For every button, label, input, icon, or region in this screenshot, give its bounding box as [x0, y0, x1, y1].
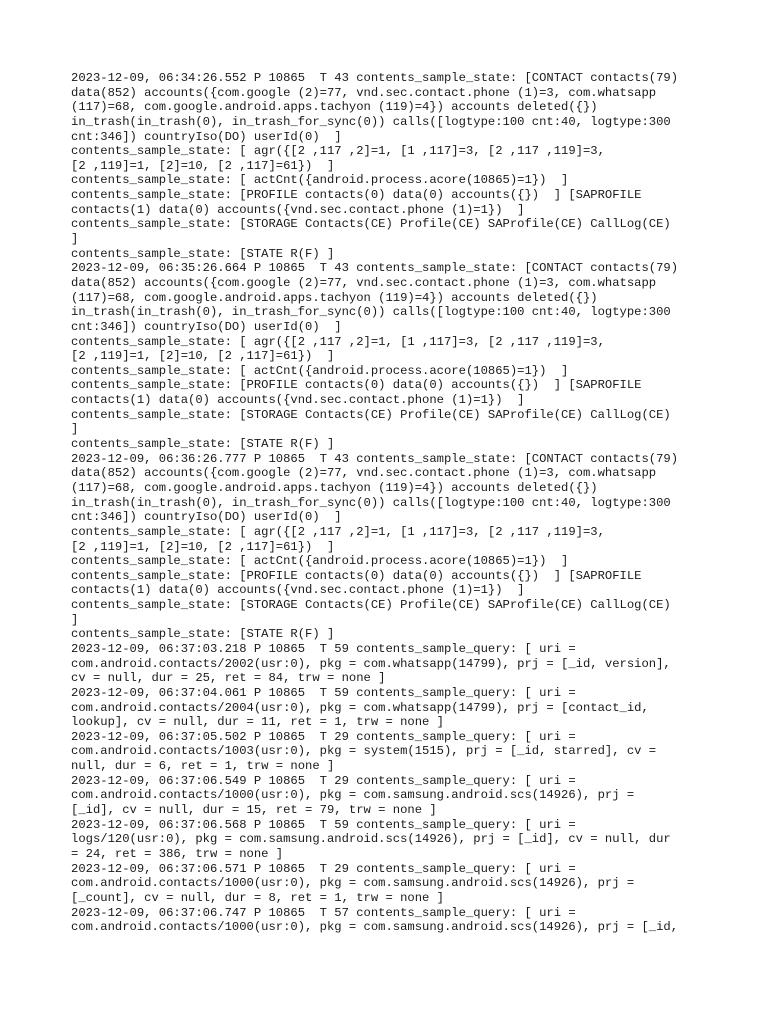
log-line: ] [71, 612, 79, 627]
log-line: (117)=68, com.google.android.apps.tachyon (119)=4}) accounts deleted({}) [71, 480, 598, 495]
log-line: contacts(1) data(0) accounts({vnd.sec.contact.phone (1)=1}) ] [71, 583, 525, 598]
log-line: ] [71, 422, 79, 437]
log-line: 2023-12-09, 06:37:04.061 P 10865 T 59 contents_sample_query: [ uri = [71, 685, 576, 700]
log-line: lookup], cv = null, dur = 11, ret = 1, trw = none ] [71, 715, 444, 730]
log-line: [2 ,119]=1, [2]=10, [2 ,117]=61}) ] [71, 539, 335, 554]
log-line: com.android.contacts/1000(usr:0), pkg = com.samsung.android.scs(14926), prj = [_id, [71, 920, 679, 935]
log-line: cnt:346]) countryIso(DO) userId(0) ] [71, 319, 342, 334]
log-line: [_id], cv = null, dur = 15, ret = 79, trw = none ] [71, 803, 437, 818]
log-line: data(852) accounts({com.google (2)=77, vnd.sec.contact.phone (1)=3, com.whatsapp [71, 275, 657, 290]
log-line: contents_sample_state: [STATE R(F) ] [71, 437, 335, 452]
log-line: contents_sample_state: [ agr({[2 ,117 ,2]=1, [1 ,117]=3, [2 ,117 ,119]=3, [71, 144, 605, 159]
log-line: [_count], cv = null, dur = 8, ret = 1, trw = none ] [71, 890, 444, 905]
log-line: 2023-12-09, 06:37:06.568 P 10865 T 59 contents_sample_query: [ uri = [71, 817, 576, 832]
log-line: (117)=68, com.google.android.apps.tachyon (119)=4}) accounts deleted({}) [71, 100, 598, 115]
log-line: contents_sample_state: [ agr({[2 ,117 ,2]=1, [1 ,117]=3, [2 ,117 ,119]=3, [71, 524, 605, 539]
log-line: contents_sample_state: [ actCnt({android.process.acore(10865)=1}) ] [71, 554, 569, 569]
log-line: com.android.contacts/1000(usr:0), pkg = com.samsung.android.scs(14926), prj = [71, 788, 635, 803]
log-line: 2023-12-09, 06:37:06.571 P 10865 T 29 contents_sample_query: [ uri = [71, 861, 576, 876]
log-line: contents_sample_state: [STORAGE Contacts(CE) Profile(CE) SAProfile(CE) CallLog(CE) [71, 407, 671, 422]
log-line: data(852) accounts({com.google (2)=77, vnd.sec.contact.phone (1)=3, com.whatsapp [71, 466, 657, 481]
log-line: contents_sample_state: [ actCnt({android.process.acore(10865)=1}) ] [71, 363, 569, 378]
log-line: contacts(1) data(0) accounts({vnd.sec.contact.phone (1)=1}) ] [71, 393, 525, 408]
log-line: com.android.contacts/2002(usr:0), pkg = com.whatsapp(14799), prj = [_id, version], [71, 656, 671, 671]
log-line: com.android.contacts/1000(usr:0), pkg = com.samsung.android.scs(14926), prj = [71, 876, 635, 891]
log-line: contents_sample_state: [STORAGE Contacts(CE) Profile(CE) SAProfile(CE) CallLog(CE) [71, 598, 671, 613]
log-line: null, dur = 6, ret = 1, trw = none ] [71, 759, 335, 774]
log-line: com.android.contacts/2004(usr:0), pkg = com.whatsapp(14799), prj = [contact_id, [71, 700, 649, 715]
log-line: 2023-12-09, 06:37:06.549 P 10865 T 29 contents_sample_query: [ uri = [71, 773, 576, 788]
log-line: logs/120(usr:0), pkg = com.samsung.android.scs(14926), prj = [_id], cv = null, dur [71, 832, 671, 847]
log-line: = 24, ret = 386, trw = none ] [71, 846, 284, 861]
log-line: ] [71, 232, 79, 247]
log-line: contents_sample_state: [STORAGE Contacts(CE) Profile(CE) SAProfile(CE) CallLog(CE) [71, 217, 671, 232]
log-line: contacts(1) data(0) accounts({vnd.sec.contact.phone (1)=1}) ] [71, 202, 525, 217]
log-line: contents_sample_state: [PROFILE contacts(0) data(0) accounts({}) ] [SAPROFILE [71, 378, 642, 393]
log-line: (117)=68, com.google.android.apps.tachyon (119)=4}) accounts deleted({}) [71, 290, 598, 305]
log-line: contents_sample_state: [PROFILE contacts(0) data(0) accounts({}) ] [SAPROFILE [71, 188, 642, 203]
log-line: in_trash(in_trash(0), in_trash_for_sync(0)) calls([logtype:100 cnt:40, logtype:300 [71, 305, 671, 320]
log-line: [2 ,119]=1, [2]=10, [2 ,117]=61}) ] [71, 158, 335, 173]
log-line: cnt:346]) countryIso(DO) userId(0) ] [71, 510, 342, 525]
log-line: contents_sample_state: [ agr({[2 ,117 ,2]=1, [1 ,117]=3, [2 ,117 ,119]=3, [71, 334, 605, 349]
log-line: contents_sample_state: [STATE R(F) ] [71, 246, 335, 261]
log-line: com.android.contacts/1003(usr:0), pkg = system(1515), prj = [_id, starred], cv = [71, 744, 657, 759]
log-line: 2023-12-09, 06:37:05.502 P 10865 T 29 contents_sample_query: [ uri = [71, 729, 576, 744]
log-text-block [71, 71, 711, 935]
log-line: 2023-12-09, 06:37:03.218 P 10865 T 59 contents_sample_query: [ uri = [71, 641, 576, 656]
log-line: [2 ,119]=1, [2]=10, [2 ,117]=61}) ] [71, 349, 335, 364]
log-line: cnt:346]) countryIso(DO) userId(0) ] [71, 129, 342, 144]
log-line: data(852) accounts({com.google (2)=77, vnd.sec.contact.phone (1)=3, com.whatsapp [71, 85, 657, 100]
log-line: 2023-12-09, 06:35:26.664 P 10865 T 43 contents_sample_state: [CONTACT contacts(79) [71, 261, 679, 276]
log-line: contents_sample_state: [PROFILE contacts(0) data(0) accounts({}) ] [SAPROFILE [71, 568, 642, 583]
log-line: cv = null, dur = 25, ret = 84, trw = none ] [71, 671, 386, 686]
log-line: 2023-12-09, 06:36:26.777 P 10865 T 43 contents_sample_state: [CONTACT contacts(79) [71, 451, 679, 466]
log-line: 2023-12-09, 06:37:06.747 P 10865 T 57 contents_sample_query: [ uri = [71, 905, 576, 920]
log-line: contents_sample_state: [ actCnt({android.process.acore(10865)=1}) ] [71, 173, 569, 188]
log-line: in_trash(in_trash(0), in_trash_for_sync(0)) calls([logtype:100 cnt:40, logtype:300 [71, 114, 671, 129]
log-line: contents_sample_state: [STATE R(F) ] [71, 627, 335, 642]
log-line: in_trash(in_trash(0), in_trash_for_sync(0)) calls([logtype:100 cnt:40, logtype:300 [71, 495, 671, 510]
log-line: 2023-12-09, 06:34:26.552 P 10865 T 43 contents_sample_state: [CONTACT contacts(79) [71, 71, 679, 85]
